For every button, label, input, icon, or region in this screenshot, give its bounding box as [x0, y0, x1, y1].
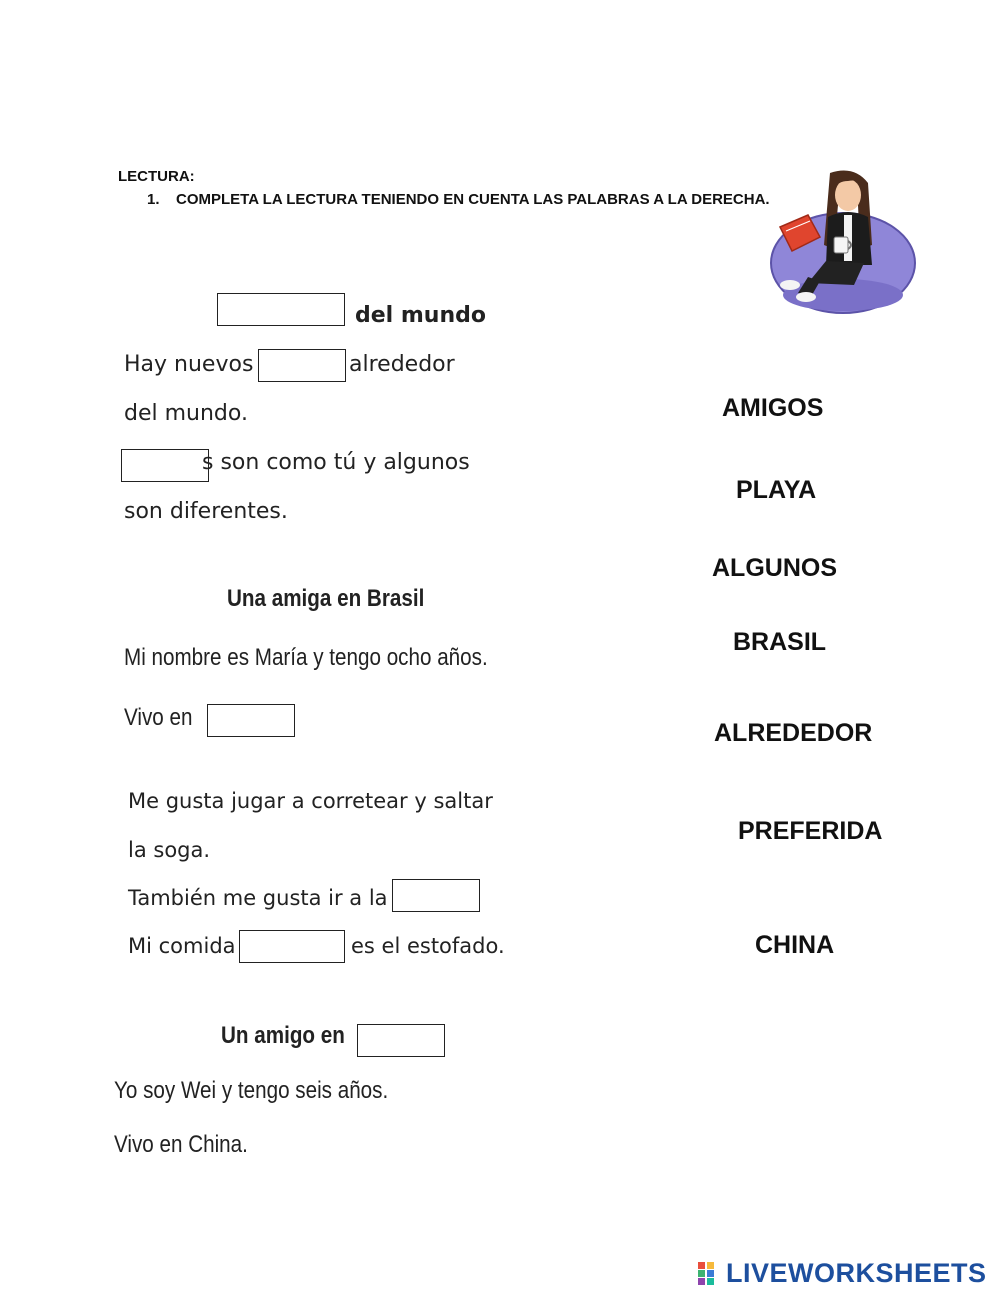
- brand-name: LIVEWORKSHEETS: [726, 1258, 987, 1288]
- word-bank-item: ALREDEDOR: [714, 719, 873, 747]
- title-blank-input[interactable]: [217, 293, 345, 326]
- reading-girl-illustration: [768, 165, 916, 317]
- reading1-line4: son diferentes.: [124, 499, 288, 524]
- reading2-title: Una amiga en Brasil: [227, 585, 425, 612]
- brand-blocks-icon: [698, 1262, 724, 1286]
- algunos-blank-input[interactable]: [121, 449, 209, 482]
- word-bank-item: BRASIL: [733, 628, 827, 656]
- brasil-blank-input[interactable]: [207, 704, 295, 737]
- reading2-line6-after: es el estofado.: [351, 934, 505, 958]
- word-bank-item: CHINA: [755, 931, 835, 959]
- reading1-line1-after: alrededor: [349, 352, 455, 377]
- word-bank-item: PREFERIDA: [738, 817, 883, 845]
- reading1-line2: del mundo.: [124, 401, 248, 426]
- reading2-line5-before: También me gusta ir a la: [128, 886, 388, 910]
- china-blank-input[interactable]: [357, 1024, 445, 1057]
- section-label: LECTURA:: [118, 168, 195, 185]
- reading3-title-before: Un amigo en: [221, 1022, 345, 1049]
- reading2-line1: Mi nombre es María y tengo ocho años.: [124, 644, 488, 671]
- reading1-title-suffix: del mundo: [355, 303, 486, 328]
- reading3-line2: Vivo en China.: [114, 1131, 248, 1158]
- playa-blank-input[interactable]: [392, 879, 480, 912]
- word-bank-item: AMIGOS: [722, 394, 824, 422]
- instruction-number: 1.: [147, 191, 160, 208]
- preferida-blank-input[interactable]: [239, 930, 345, 963]
- reading2-line6-before: Mi comida: [128, 934, 236, 958]
- word-bank-item: ALGUNOS: [712, 554, 837, 582]
- brand-logo: [698, 1258, 987, 1289]
- instruction-text: COMPLETA LA LECTURA TENIENDO EN CUENTA LAS PALABRAS A LA DERECHA.: [176, 191, 770, 208]
- reading1-line3-after: s son como tú y algunos: [202, 450, 470, 475]
- reading2-line3: Me gusta jugar a corretear y saltar: [128, 789, 493, 813]
- word-bank-item: PLAYA: [736, 476, 817, 504]
- reading1-line1-before: Hay nuevos: [124, 352, 254, 377]
- amigos-blank-input[interactable]: [258, 349, 346, 382]
- reading3-line1: Yo soy Wei y tengo seis años.: [114, 1077, 389, 1104]
- reading2-line2-before: Vivo en: [124, 704, 193, 731]
- reading2-line4: la soga.: [128, 838, 211, 862]
